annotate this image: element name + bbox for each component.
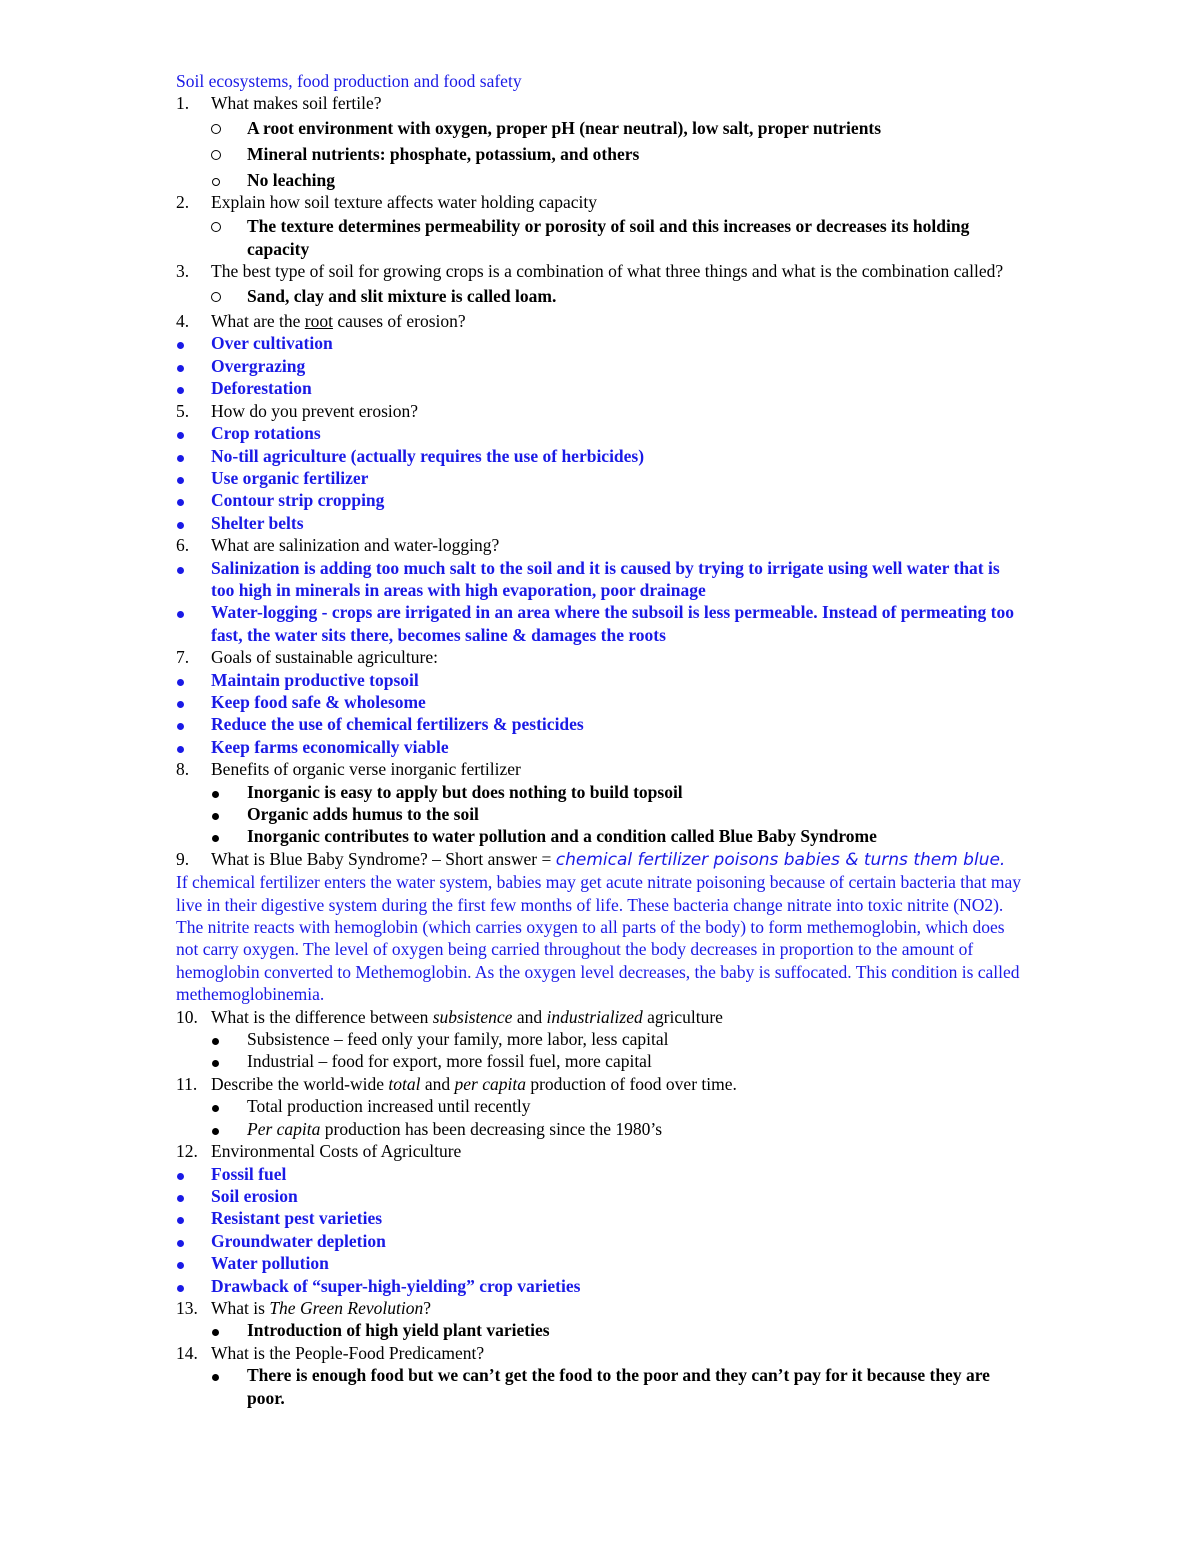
document-page bbox=[176, 70, 1026, 1409]
answer-item: Over cultivation bbox=[176, 332, 1026, 354]
question-12: 12. Environmental Costs of Agriculture bbox=[176, 1141, 462, 1162]
document-title: Soil ecosystems, food production and food safety bbox=[176, 71, 522, 91]
answer-item: No leaching bbox=[176, 169, 1026, 191]
bullet-icon bbox=[177, 477, 184, 484]
answer-item: Deforestation bbox=[176, 377, 1026, 399]
question-1: 1. What makes soil fertile? bbox=[176, 93, 382, 114]
question-4: 4. What are the root causes of erosion? bbox=[176, 311, 466, 332]
bullet-icon bbox=[212, 1329, 219, 1336]
bullet-icon bbox=[177, 387, 184, 394]
question-10: 10. What is the difference between subsistence and industrialized agriculture bbox=[176, 1006, 723, 1027]
answer-item: Crop rotations bbox=[176, 422, 1026, 444]
bullet-icon bbox=[212, 1128, 219, 1135]
bullet-icon bbox=[212, 1105, 219, 1112]
answer-item: No-till agriculture (actually requires the use of herbicides) bbox=[176, 445, 1026, 467]
bullet-icon bbox=[177, 567, 184, 574]
explanation-paragraph: If chemical fertilizer enters the water system, babies may get acute nitrate poisoning because of certain bacteria that may live in their digestive system during the first few months of life. These bacteria change nitrate into toxic nitrite (NO2). The nitrite reacts with hemoglobin (which carries oxygen to all parts of the body) to form methemoglobin, which does not carry oxygen. The level of oxygen being carried throughout the body decreases in proportion to the amount of hemoglobin converted to Methemoglobin. As the oxygen level decreases, the baby is suffocated. This condition is called methemoglobinemia. bbox=[176, 872, 1021, 1005]
question-6: 6. What are salinization and water-logging? bbox=[176, 535, 500, 556]
question-8: 8. Benefits of organic verse inorganic fertilizer bbox=[176, 759, 521, 780]
bullet-icon bbox=[212, 813, 219, 820]
answer-item: Sand, clay and slit mixture is called loam. bbox=[176, 285, 1026, 307]
bullet-icon bbox=[177, 1240, 184, 1247]
circle-bullet-icon bbox=[211, 292, 221, 302]
answer-item: Inorganic contributes to water pollution and a condition called Blue Baby Syndrome bbox=[176, 825, 1026, 847]
answer-item: Shelter belts bbox=[176, 512, 1026, 534]
bullet-icon bbox=[177, 723, 184, 730]
question-5: 5. How do you prevent erosion? bbox=[176, 400, 419, 421]
answer-item: The texture determines permeability or porosity of soil and this increases or decreases its holding capacity bbox=[176, 215, 1026, 260]
answer-item: Per capita production has been decreasing since the 1980’s bbox=[176, 1118, 1026, 1140]
bullet-icon bbox=[177, 679, 184, 686]
bullet-icon bbox=[177, 1262, 184, 1269]
answer-item: Keep food safe & wholesome bbox=[176, 691, 1026, 713]
answer-item: Overgrazing bbox=[176, 355, 1026, 377]
bullet-icon bbox=[212, 791, 219, 798]
answer-item: Organic adds humus to the soil bbox=[176, 803, 1026, 825]
bullet-icon bbox=[177, 342, 184, 349]
answer-item: There is enough food but we can’t get the food to the poor and they can’t pay for it because they are poor. bbox=[176, 1364, 1026, 1409]
bullet-icon bbox=[177, 522, 184, 529]
bullet-icon bbox=[177, 1285, 184, 1292]
bullet-icon bbox=[212, 835, 219, 842]
answer-item: Inorganic is easy to apply but does nothing to build topsoil bbox=[176, 781, 1026, 803]
bullet-icon bbox=[177, 455, 184, 462]
answer-item: Introduction of high yield plant varieties bbox=[176, 1319, 1026, 1341]
bullet-icon bbox=[177, 432, 184, 439]
answer-item: Resistant pest varieties bbox=[176, 1207, 1026, 1229]
circle-bullet-icon bbox=[211, 150, 221, 160]
answer-item: Reduce the use of chemical fertilizers & pesticides bbox=[176, 713, 1026, 735]
answer-item: Salinization is adding too much salt to the soil and it is caused by trying to irrigate using well water that is too high in minerals in areas with high evaporation, poor drainage bbox=[176, 557, 1026, 602]
bullet-icon bbox=[177, 746, 184, 753]
question-14: 14. What is the People-Food Predicament? bbox=[176, 1342, 485, 1363]
circle-bullet-icon bbox=[212, 178, 220, 186]
question-7: 7. Goals of sustainable agriculture: bbox=[176, 647, 438, 668]
bullet-icon bbox=[212, 1038, 219, 1045]
answer-item: Contour strip cropping bbox=[176, 489, 1026, 511]
answer-item: Keep farms economically viable bbox=[176, 736, 1026, 758]
question-13: 13. What is The Green Revolution? bbox=[176, 1297, 432, 1318]
bullet-icon bbox=[177, 365, 184, 372]
question-3: 3. The best type of soil for growing crops is a combination of what three things and what is the combination called? bbox=[176, 261, 1004, 282]
circle-bullet-icon bbox=[211, 124, 221, 134]
bullet-icon bbox=[177, 701, 184, 708]
answer-item: Mineral nutrients: phosphate, potassium, and others bbox=[176, 143, 1026, 165]
circle-bullet-icon bbox=[211, 222, 221, 232]
bullet-icon bbox=[177, 499, 184, 506]
answer-item: Industrial – food for export, more fossil fuel, more capital bbox=[176, 1050, 1026, 1072]
answer-item: A root environment with oxygen, proper pH (near neutral), low salt, proper nutrients bbox=[176, 117, 1026, 139]
answer-item: Water-logging - crops are irrigated in an area where the subsoil is less permeable. Instead of permeating too fast, the water sits there, becomes saline & damages the roots bbox=[176, 601, 1026, 646]
answer-item: Use organic fertilizer bbox=[176, 467, 1026, 489]
answer-item: Groundwater depletion bbox=[176, 1230, 1026, 1252]
bullet-icon bbox=[212, 1374, 219, 1381]
short-answer: chemical fertilizer poisons babies & turns them blue. bbox=[555, 849, 1006, 870]
question-9: 9. What is Blue Baby Syndrome? – Short answer = chemical fertilizer poisons babies & turns them blue. bbox=[176, 848, 1006, 870]
answer-item: Maintain productive topsoil bbox=[176, 669, 1026, 691]
answer-item: Fossil fuel bbox=[176, 1163, 1026, 1185]
answer-item: Subsistence – feed only your family, more labor, less capital bbox=[176, 1028, 1026, 1050]
answer-item: Total production increased until recently bbox=[176, 1095, 1026, 1117]
bullet-icon bbox=[177, 1195, 184, 1202]
bullet-icon bbox=[177, 611, 184, 618]
question-2: 2. Explain how soil texture affects water holding capacity bbox=[176, 192, 598, 213]
answer-item: Drawback of “super-high-yielding” crop varieties bbox=[176, 1275, 1026, 1297]
bullet-icon bbox=[177, 1217, 184, 1224]
bullet-icon bbox=[212, 1060, 219, 1067]
answer-item: Water pollution bbox=[176, 1252, 1026, 1274]
bullet-icon bbox=[177, 1173, 184, 1180]
answer-item: Soil erosion bbox=[176, 1185, 1026, 1207]
question-11: 11. Describe the world-wide total and per capita production of food over time. bbox=[176, 1073, 737, 1094]
